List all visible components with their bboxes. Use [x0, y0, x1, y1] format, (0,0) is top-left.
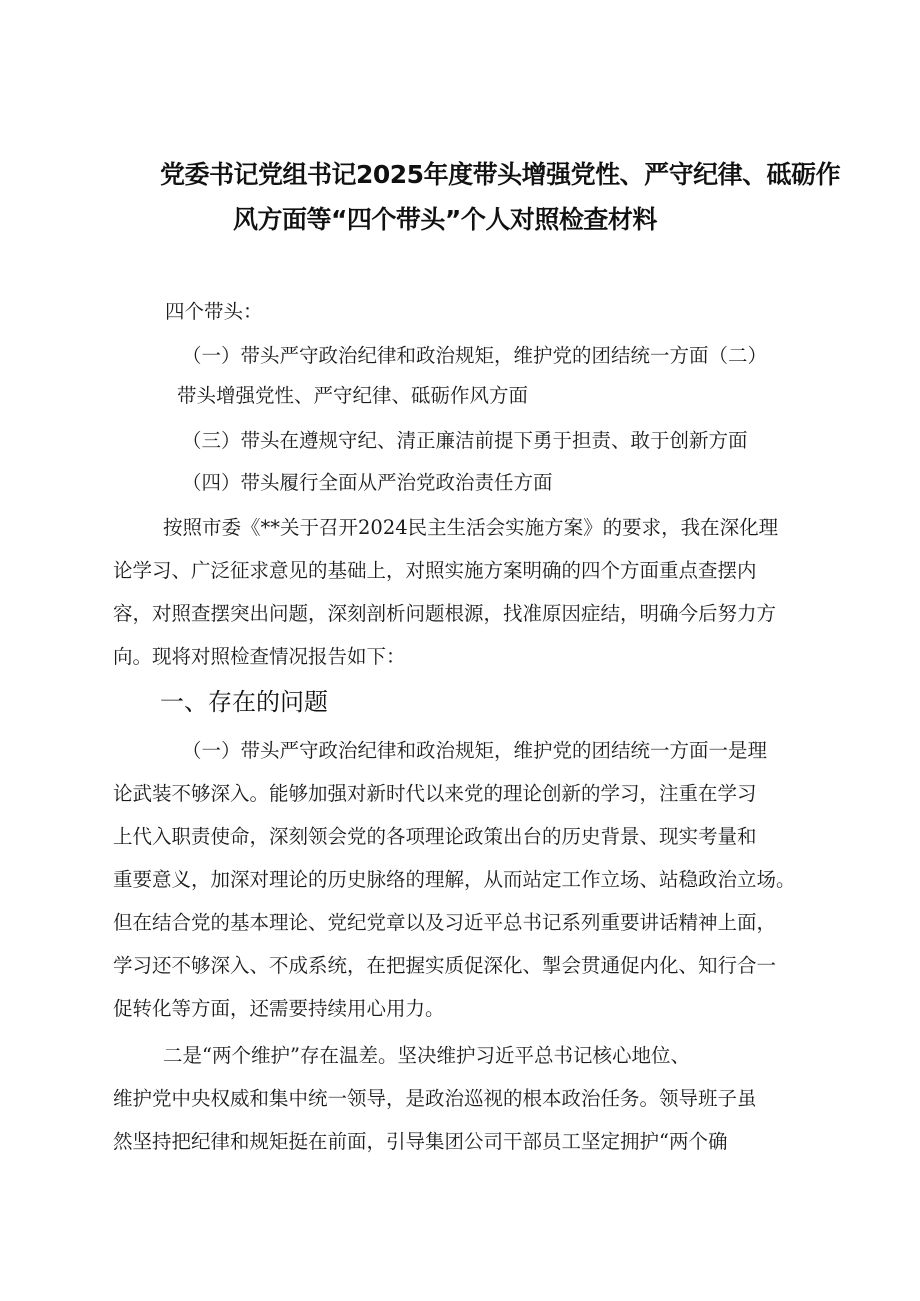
list-item: （四）带头履行全面从严治党政治责任方面 [182, 471, 553, 494]
paragraph-line: 维护党中央权威和集中统一领导，是政治巡视的根本政治任务。领导班子虽 [113, 1087, 757, 1110]
intro-label: 四个带头： [165, 300, 263, 323]
list-item: （一）带头严守政治纪律和政治规矩，维护党的团结统一方面（二） [182, 344, 768, 367]
paragraph-line: 促转化等方面，还需要持续用心用力。 [113, 997, 445, 1020]
document-title-line-2: 风方面等“四个带头”个人对照检查材料 [233, 205, 657, 234]
paragraph-line: 按照市委《**关于召开2024民主生活会实施方案》的要求，我在深化理 [163, 516, 779, 539]
paragraph-line: 重要意义，加深对理论的历史脉络的理解，从而站定工作立场、站稳政治立场。 [113, 868, 796, 891]
paragraph-line: 但在结合党的基本理论、党纪党章以及习近平总书记系列重要讲话精神上面， [113, 911, 777, 934]
paragraph-line: 论武装不够深入。能够加强对新时代以来党的理论创新的学习，注重在学习 [113, 782, 757, 805]
paragraph-line: 上代入职责使命，深刻领会党的各项理论政策出台的历史背景、现实考量和 [113, 825, 757, 848]
paragraph-line: 容，对照查摆突出问题，深刻剖析问题根源，找准原因症结，明确今后努力方 [113, 602, 777, 625]
paragraph-line: 向。现将对照检查情况报告如下： [113, 645, 406, 668]
paragraph-line: 论学习、广泛征求意见的基础上，对照实施方案明确的四个方面重点查摆内 [113, 559, 757, 582]
paragraph-line: 然坚持把纪律和规矩挺在前面，引导集团公司干部员工坚定拥护“两个确 [113, 1130, 728, 1153]
paragraph-line: 学习还不够深入、不成系统，在把握实质促深化、掣会贯通促内化、知行合一 [113, 954, 777, 977]
paragraph-line: 二是“两个维护”存在温差。坚决维护习近平总书记核心地位、 [163, 1044, 690, 1067]
section-heading: 一、存在的问题 [160, 688, 328, 716]
list-item: 带头增强党性、严守纪律、砥砺作风方面 [177, 384, 529, 407]
paragraph-line: （一）带头严守政治纪律和政治规矩，维护党的团结统一方面一是理 [182, 739, 768, 762]
list-item: （三）带头在遵规守纪、清正廉洁前提下勇于担责、敢于创新方面 [182, 429, 748, 452]
document-title-line-1: 党委书记党组书记2025年度带头增强党性、严守纪律、砥砺作 [160, 160, 841, 189]
